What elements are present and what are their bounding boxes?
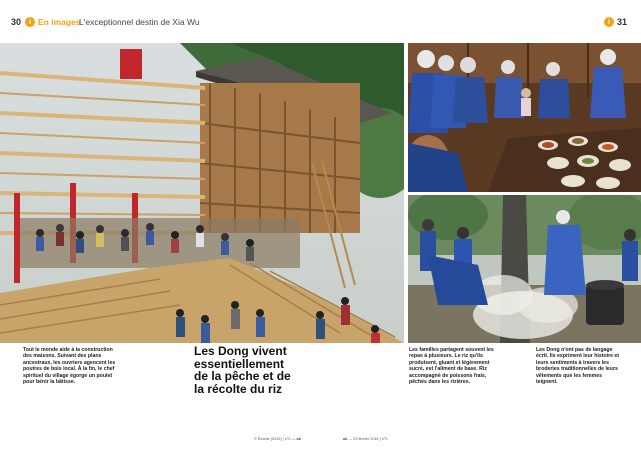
info-badge-icon: i: [25, 17, 35, 27]
story-title: L'exceptionnel destin de Xia Wu: [79, 17, 200, 27]
info-badge-icon-right: i: [604, 17, 614, 27]
right-page-number: 31: [617, 17, 628, 27]
photo-family-meal: [408, 43, 641, 192]
caption-meal: Les familles partagent souvent les repas à plusieurs. Le riz qu'ils produisent, gluant et légèrement sucré, est l'aliment de base. Riz accompagné de poissons frais, pêchés dans les rizières.: [409, 347, 494, 386]
headline: Les Dong vivent essentiellement de la pêche et de la récolte du riz: [194, 344, 291, 396]
footer-right: ab — 23 février 2016 | n°0: [343, 437, 388, 441]
photo-house-construction: [0, 43, 404, 343]
photo-rice-steaming: [408, 195, 641, 343]
left-page-number: 30: [11, 17, 22, 27]
footer-left: © Écoute (2016) | n°0 — ab: [254, 437, 301, 441]
caption-language: Les Dong n'ont pas de langage écrit. Ils expriment leur histoire et leurs sentiments à travers les broderies traditionnelles de leurs vêtements que les femmes teignent.: [536, 347, 620, 386]
caption-construction: Tout le monde aide à la construction des maisons. Suivant des plans ancestraux, les ouvriers agencent les poutres de bois local. À la fin, le chef spirituel du village égorge un poulet pour bénir la bâtisse.: [23, 347, 116, 386]
section-label: En images: [38, 17, 81, 27]
